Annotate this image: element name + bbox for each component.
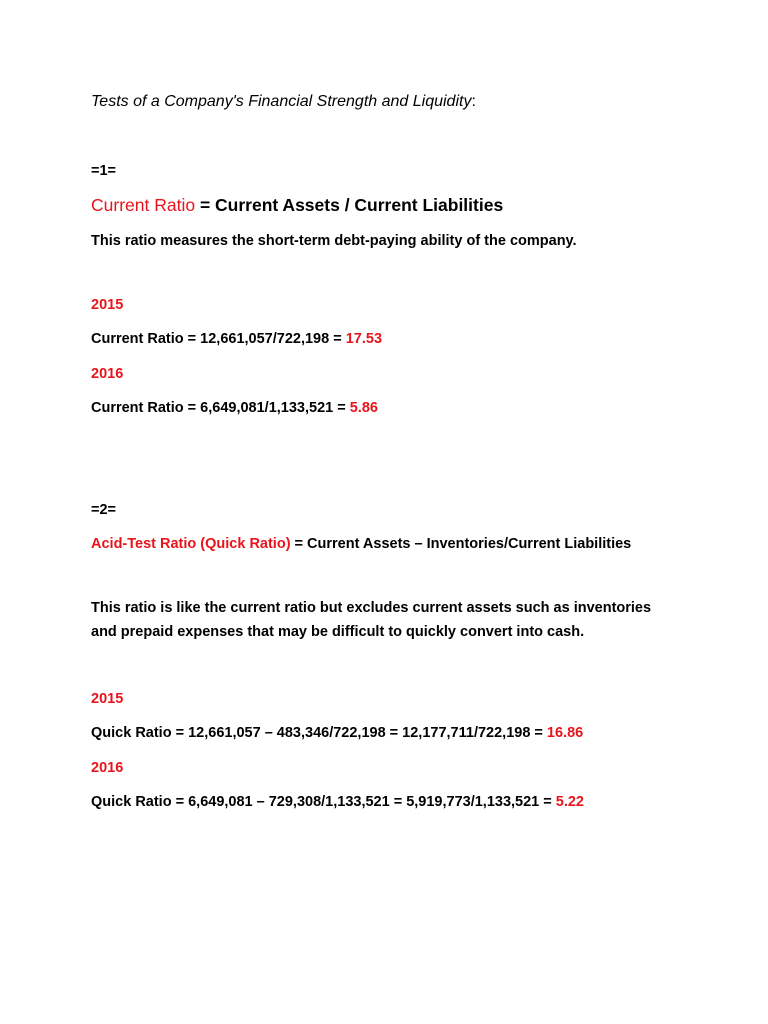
section-2-heading <box>91 536 631 552</box>
section-2-description <box>91 596 691 644</box>
current-ratio-2015-result: 17.53 <box>345 331 383 347</box>
section-1-year-2015: 2015 <box>91 297 124 313</box>
quick-ratio-term: Acid-Test Ratio (Quick Ratio) <box>91 536 291 552</box>
current-ratio-2015-calc <box>91 331 382 347</box>
quick-ratio-2015-formula: Quick Ratio = 12,661,057 – 483,346/722,198 = 12,177,711/722,198 = <box>91 725 547 741</box>
current-ratio-2016-result: 5.86 <box>349 400 378 416</box>
document-title <box>91 93 476 111</box>
section-1-description: This ratio measures the short-term debt-paying ability of the company. <box>91 233 577 249</box>
section-1-heading <box>91 195 503 216</box>
quick-ratio-2015-result: 16.86 <box>546 725 584 741</box>
quick-ratio-2016-result: 5.22 <box>555 794 584 810</box>
section-1-marker: =1= <box>91 163 116 179</box>
current-ratio-2016-calc <box>91 400 378 416</box>
current-ratio-term: Current Ratio <box>91 195 196 215</box>
current-ratio-formula: = Current Assets / Current Liabilities <box>195 195 504 215</box>
current-ratio-2016-formula: Current Ratio = 6,649,081/1,133,521 = <box>91 400 350 416</box>
section-2-marker: =2= <box>91 502 116 518</box>
section-2-description-line-2: and prepaid expenses that may be difficult to quickly convert into cash. <box>91 624 585 640</box>
section-2-year-2015: 2015 <box>91 691 124 707</box>
section-1-year-2016: 2016 <box>91 366 124 382</box>
section-2-description-line-1: This ratio is like the current ratio but excludes current assets such as inventories <box>91 600 652 616</box>
quick-ratio-2016-calc <box>91 794 584 810</box>
quick-ratio-formula: = Current Assets – Inventories/Current Liabilities <box>290 536 632 552</box>
section-2-year-2016: 2016 <box>91 760 124 776</box>
quick-ratio-2016-formula: Quick Ratio = 6,649,081 – 729,308/1,133,521 = 5,919,773/1,133,521 = <box>91 794 556 810</box>
document-title-colon: : <box>471 93 476 110</box>
current-ratio-2015-formula: Current Ratio = 12,661,057/722,198 = <box>91 331 346 347</box>
quick-ratio-2015-calc <box>91 725 583 741</box>
document-title-text: Tests of a Company's Financial Strength and Liquidity <box>91 93 472 110</box>
